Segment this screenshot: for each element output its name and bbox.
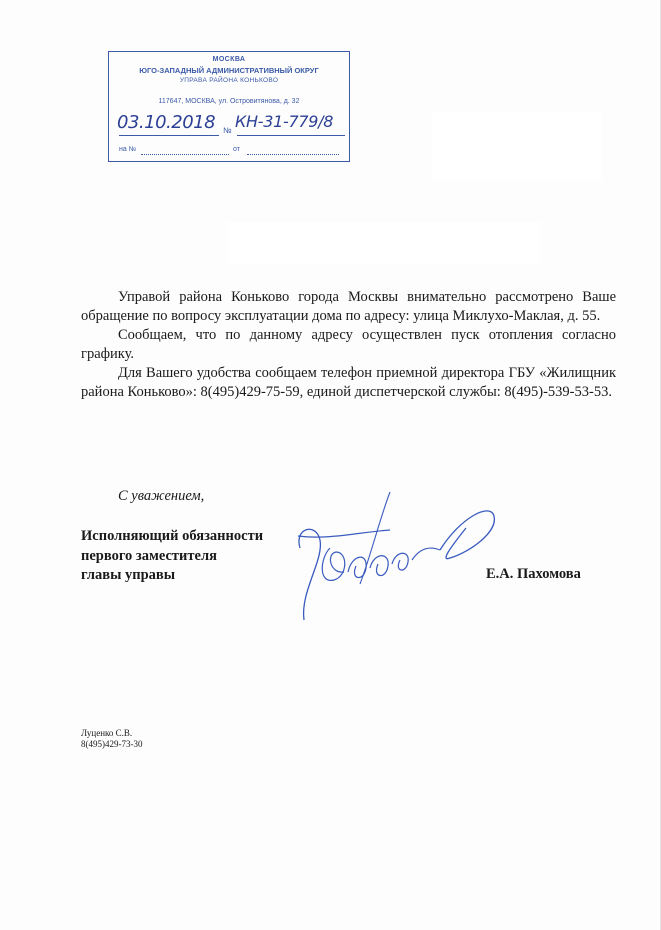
signatory-name: Е.А. Пахомова bbox=[486, 566, 581, 582]
signatory-title-line-3: главы управы bbox=[81, 567, 176, 583]
letter-body bbox=[81, 288, 616, 402]
stamp-okrug: ЮГО-ЗАПАДНЫЙ АДМИНИСТРАТИВНЫЙ ОКРУГ bbox=[139, 66, 319, 75]
executor-phone: 8(495)429-73-30 bbox=[81, 739, 143, 749]
stamp-city: МОСКВА bbox=[212, 56, 246, 63]
body-paragraph-2: Сообщаем, что по данному адресу осуществлен пуск отопления согласно графику. bbox=[81, 327, 616, 362]
executor-name: Луценко С.В. bbox=[81, 728, 133, 738]
stamp-authority: УПРАВА РАЙОНА КОНЬКОВО bbox=[179, 77, 279, 84]
stamp-ot-line bbox=[247, 154, 339, 155]
registration-stamp bbox=[108, 51, 350, 162]
stamp-number-line bbox=[237, 135, 345, 136]
stamp-na-line bbox=[141, 154, 229, 155]
stamp-address: 117647, МОСКВА, ул. Островитянова, д. 32 bbox=[158, 98, 300, 105]
signatory-title-line-1: Исполняющий обязанности bbox=[81, 528, 264, 544]
body-paragraph-1: Управой района Коньково города Москвы внимательно рассмотрено Ваше обращение по вопросу эксплуатации дома по адресу: улица Миклухо-Маклая, д. 55. bbox=[81, 289, 616, 324]
redacted-salutation bbox=[228, 222, 540, 264]
signatory-title-line-2: первого заместителя bbox=[81, 547, 217, 564]
handwritten-signature bbox=[290, 488, 510, 628]
signatory-title bbox=[81, 527, 263, 586]
body-paragraph-3: Для Вашего удобства сообщаем телефон приемной директора ГБУ «Жилищник района Коньково»: 8(495)429-75-59, единой диспетчерской службы: 8(495)-539-53-53. bbox=[81, 365, 616, 400]
regards-text: С уважением, bbox=[118, 488, 205, 504]
stamp-date-line bbox=[119, 135, 219, 136]
executor-block bbox=[81, 728, 143, 750]
stamp-ot-label: от bbox=[233, 146, 240, 153]
stamp-handwritten-date: 03.10.2018 bbox=[117, 112, 216, 133]
stamp-number-label: № bbox=[223, 126, 232, 135]
stamp-handwritten-number: КН-31-779/8 bbox=[235, 112, 334, 131]
redacted-recipient bbox=[432, 112, 602, 180]
stamp-na-label: на № bbox=[119, 146, 137, 153]
